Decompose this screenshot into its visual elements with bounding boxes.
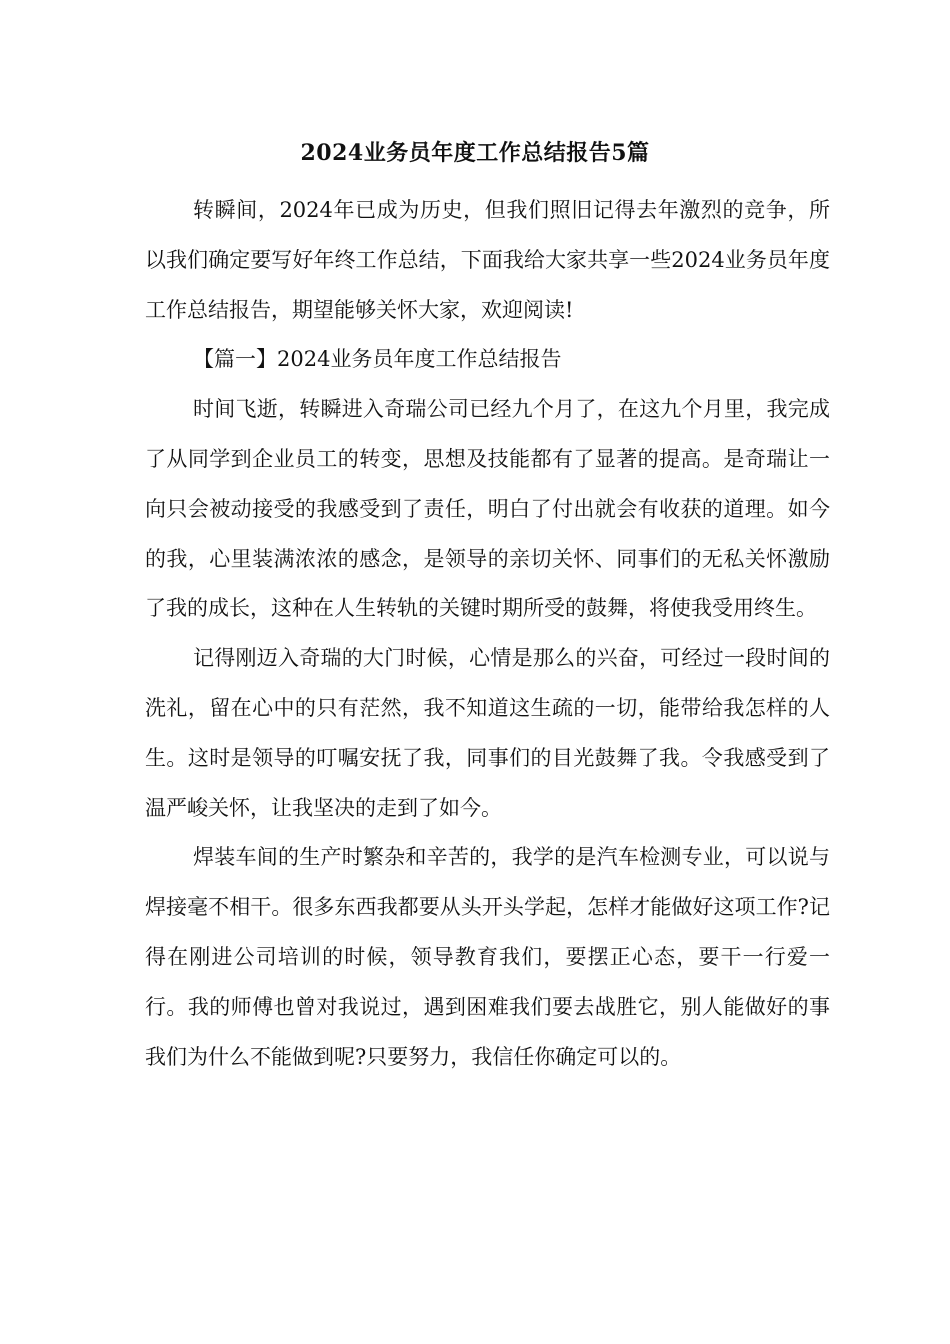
document-body [145, 186, 830, 1082]
document-title: 2024业务员年度工作总结报告5篇 [300, 140, 650, 166]
intro-paragraph: 转瞬间，2024年已成为历史，但我们照旧记得去年激烈的竞争，所以我们确定要写好年终工作总结，下面我给大家共享一些2024业务员年度工作总结报告，期望能够关怀大家，欢迎阅读! [145, 198, 830, 322]
body-paragraph: 记得刚迈入奇瑞的大门时候，心情是那么的兴奋，可经过一段时间的洗礼，留在心中的只有茫然，我不知道这生疏的一切，能带给我怎样的人生。这时是领导的叮嘱安抚了我，同事们的目光鼓舞了我。令我感受到了温严峻关怀，让我坚决的走到了如今。 [145, 646, 830, 820]
section-heading: 【篇一】2024业务员年度工作总结报告 [193, 347, 562, 372]
body-paragraph: 时间飞逝，转瞬进入奇瑞公司已经九个月了，在这九个月里，我完成了从同学到企业员工的转变，思想及技能都有了显著的提高。是奇瑞让一向只会被动接受的我感受到了责任，明白了付出就会有收获的道理。如今的我，心里装满浓浓的感念，是领导的亲切关怀、同事们的无私关怀激励了我的成长，这种在人生转轨的关键时期所受的鼓舞，将使我受用终生。 [145, 397, 830, 621]
body-paragraph: 焊装车间的生产时繁杂和辛苦的，我学的是汽车检测专业，可以说与焊接毫不相干。很多东西我都要从头开头学起，怎样才能做好这项工作?记得在刚进公司培训的时候，领导教育我们，要摆正心态，要干一行爱一行。我的师傅也曾对我说过，遇到困难我们要去战胜它，别人能做好的事我们为什么不能做到呢?只要努力，我信任你确定可以的。 [145, 845, 830, 1069]
